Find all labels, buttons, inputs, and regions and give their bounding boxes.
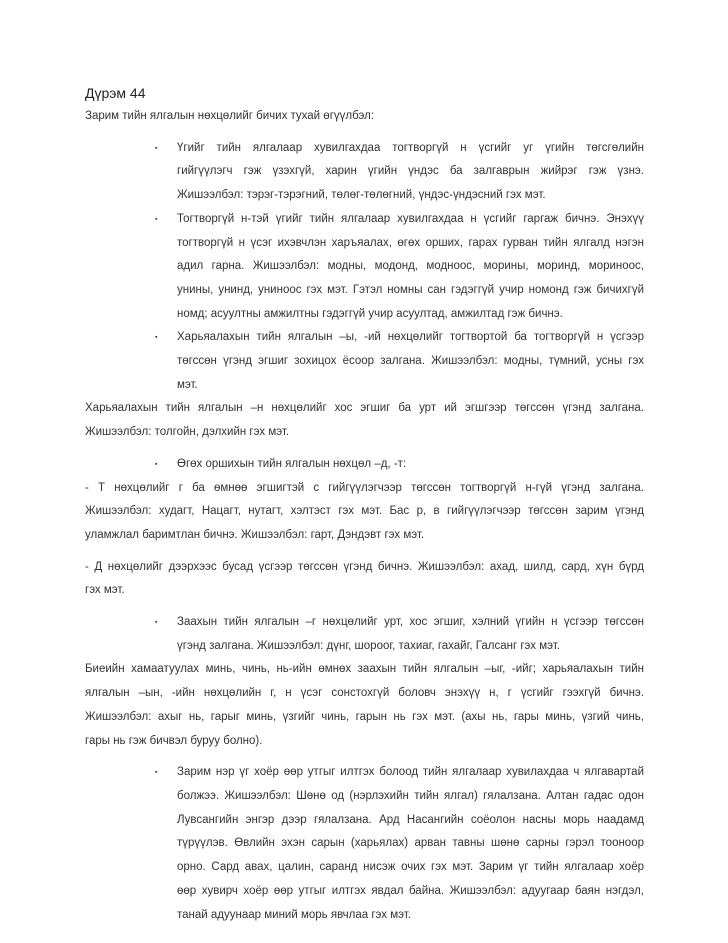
text-line: Жишээлбэл: ахыг нь, гарыг минь, үзгийг чинь, гарын нь гэх мэт. (ахы нь, гары минь, үзгий чинь, — [85, 710, 644, 723]
text-line: номд; асуултны амжилтны гэдэггүй учир асуултад, амжилтад гэж бичнэ. — [177, 307, 563, 320]
bullet-icon: ▪ — [155, 334, 158, 342]
text-line: гары нь гэж бичвэл буруу болно). — [85, 734, 263, 747]
text-line: Өгөх оршихын тийн ялгалын нөхцөл –д, -т: — [177, 457, 407, 470]
text-line: орно. Сард авах, цалин, саранд нисэж очих гэх мэт. Зарим үг тийн ялгалаар хоёр — [177, 861, 644, 874]
text-line: уламжлал баримтлан бичнэ. Жишээлбэл: гарт, Дэндэвт гэх мэт. — [85, 528, 425, 541]
bullet-item-2 — [85, 208, 644, 327]
text-line: - Т нөхцөлийг г ба өмнөө эгшигтэй с гийгүүлэгчээр төгссөн тогтворгүй н-гүй үгэнд залгана. — [85, 481, 644, 494]
intro-paragraph: Зарим тийн ялгалын нөхцөлийг бичих тухай өгүүлбэл: — [85, 110, 375, 122]
document-page — [85, 80, 644, 927]
bullet-item-6 — [85, 761, 644, 927]
text-line: түрүүлэв. Өвлийн эхэн сарын (харьялах) арван тавны шөнө сарны гэрэл тооноор — [177, 837, 644, 850]
spacer — [85, 603, 644, 611]
bullet-item-3 — [85, 326, 644, 397]
bullet-icon: ▪ — [155, 144, 158, 152]
text-line: Биеийн хамаатуулах минь, чинь, нь-ийн өмнөх заахын тийн ялгалын –ыг, -ийг; харьяалахын тийн — [85, 663, 644, 676]
text-line: болжээ. Жишээлбэл: Шөнө од (нэрлэхийн тийн ялгал) гялалзана. Алтан гадас одон — [177, 789, 644, 802]
paragraph-t-suffix — [85, 477, 644, 548]
text-line: төгссөн үгэнд эгшиг зохицох ёсоор залгана. Жишээлбэл: модны, түмний, усны гэх — [177, 355, 644, 368]
text-line: ялгалын –ын, -ийн нөхцөлийн г, н үсэг сонстохгүй боловч энэхүү н, г үсгийг гээхгүй бичнэ. — [85, 687, 644, 700]
text-line: Заахын тийн ялгалын –г нөхцөлийг урт, хос эгшиг, хэлний үгийн н үсгээр төгссөн — [177, 616, 644, 629]
text-line: Зарим нэр үг хоёр өөр утгыг илтгэх болоод тийн ялгалаар хувилахдаа ч ялгавартай — [177, 766, 644, 779]
text-line: Жишээлбэл: толгойн, дэлхийн гэх мэт. — [85, 426, 290, 439]
spacer — [85, 129, 644, 137]
text-line: Харьяалахын тийн ялгалын –н нөхцөлийг хос эгшиг ба урт ий эгшгээр төгссөн үгэнд залгана. — [85, 402, 644, 415]
text-line: танай адуунаар миний морь явчлаа гэх мэт. — [177, 908, 411, 921]
paragraph-possessive — [85, 658, 644, 753]
bullet-icon: ▪ — [155, 215, 158, 223]
bullet-item-5 — [85, 611, 644, 658]
text-line: өөр хувирч хоёр өөр утгыг илтгэх явдал байна. Жишээлбэл: адуугаар баян нэгдэл, — [177, 884, 644, 897]
paragraph-d-suffix — [85, 556, 644, 603]
text-line: - Д нөхцөлийг дээрхээс бусад үсгээр төгссөн үгэнд бичнэ. Жишээлбэл: ахад, шилд, сард, хүн бүрд — [85, 560, 644, 573]
rule-heading: Дүрэм 44 — [85, 85, 146, 101]
bullet-icon: ▪ — [155, 769, 158, 777]
text-line: Жишээлбэл: тэрэг-тэрэгний, төлөг-төлөгний, үндэс-үндэсний гэх мэт. — [177, 189, 546, 202]
bullet-item-4 — [85, 453, 644, 477]
text-line: гэх мэт. — [85, 584, 125, 597]
text-line: Тогтворгүй н-тэй үгийг тийн ялгалаар хувилгахдаа н үсгийг гаргаж бичнэ. Энэхүү — [177, 212, 644, 225]
text-line: мэт. — [177, 378, 198, 391]
text-line: гийгүүлэгч гэж үзэхгүй, харин үгийн үндэс ба залгаврын жийрэг гэж үзнэ. — [177, 165, 644, 178]
text-line: Лувсангийн энгэр дээр гялалзана. Ард Насангийн соёолон насны морь наадамд — [177, 813, 644, 826]
spacer — [85, 548, 644, 556]
bullet-item-1 — [85, 137, 644, 208]
text-line: Жишээлбэл: худагт, Нацагт, нутагт, хэлтэст гэх мэт. Бас р, в гийгүүлэгчээр төгссөн зарим үгэнд — [85, 505, 644, 518]
text-line: унины, унинд, униноос гэх мэт. Гэтэл номны сан гэдэггүй учир номонд гэж бичихгүй — [177, 283, 644, 296]
text-line: Үгийг тийн ялгалаар хувилгахдаа тогтворгүй н үсгийг уг үгийн төгсгөлийн — [177, 141, 644, 154]
text-line: Харьяалахын тийн ялгалын –ы, -ий нөхцөлийг тогтвортой ба тогтворгүй н үсгээр — [177, 331, 644, 344]
text-line: тогтворгүй н үсэг ихэвчлэн харъяалах, өгөх орших, гарах гурван тийн ялгалд нэгэн — [177, 236, 644, 249]
spacer — [85, 445, 644, 453]
bullet-icon: ▪ — [155, 460, 158, 468]
paragraph-genitive — [85, 397, 644, 444]
text-line: үгэнд залгана. Жишээлбэл: дүнг, шороог, тахиаг, гахайг, Галсанг гэх мэт. — [177, 639, 560, 652]
bullet-icon: ▪ — [155, 619, 158, 627]
spacer — [85, 753, 644, 761]
text-line: адил гарна. Жишээлбэл: модны, модонд, модноос, морины, моринд, мориноос, — [177, 260, 644, 273]
